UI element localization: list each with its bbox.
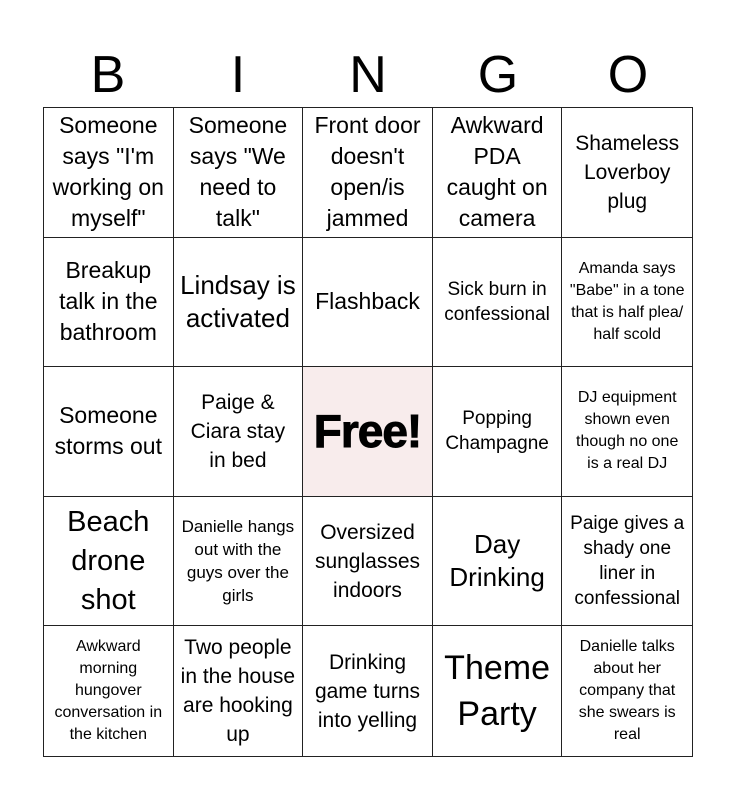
cell-text: Flashback <box>315 288 420 315</box>
bingo-cell[interactable] <box>174 367 304 497</box>
bingo-cell[interactable] <box>303 108 433 238</box>
cell-text: Shameless Loverboy plug <box>575 131 680 213</box>
bingo-cell[interactable] <box>433 238 563 368</box>
free-space-text: Free! <box>313 405 422 458</box>
bingo-cell[interactable] <box>303 626 433 756</box>
cell-text: Someone says "I'm working on myself" <box>52 112 164 232</box>
cell-text: Lindsay is activated <box>180 269 296 333</box>
bingo-cell[interactable] <box>433 108 563 238</box>
bingo-card-grid <box>43 107 693 757</box>
cell-text: Awkward PDA caught on camera <box>446 112 548 232</box>
cell-text: Awkward morning hungover conversation in the kitchen <box>54 638 163 744</box>
cell-text: Breakup talk in the bathroom <box>59 257 158 346</box>
bingo-cell[interactable] <box>44 367 174 497</box>
bingo-cell[interactable] <box>562 367 692 497</box>
header-letter-g: G <box>477 46 519 104</box>
free-space-cell[interactable] <box>303 367 433 497</box>
cell-text: Danielle hangs out with the guys over the girls <box>181 517 295 606</box>
bingo-cell[interactable] <box>174 238 304 368</box>
cell-text: Paige gives a shady one liner in confessional <box>570 513 685 610</box>
cell-text: Paige & Ciara stay in bed <box>190 390 286 472</box>
bingo-cell[interactable] <box>44 238 174 368</box>
bingo-cell[interactable] <box>562 108 692 238</box>
cell-text: Popping Champagne <box>445 408 549 455</box>
header-letter-i: I <box>230 46 246 104</box>
bingo-cell[interactable] <box>44 497 174 627</box>
cell-text: Front door doesn't open/is jammed <box>314 112 421 232</box>
header-letter-o: O <box>607 46 649 104</box>
bingo-cell[interactable] <box>433 367 563 497</box>
bingo-cell[interactable] <box>433 626 563 756</box>
bingo-cell[interactable] <box>303 497 433 627</box>
cell-text: Beach drone shot <box>67 505 150 616</box>
cell-text: Sick burn in confessional <box>444 278 550 325</box>
bingo-cell[interactable] <box>433 497 563 627</box>
cell-text: Someone storms out <box>54 402 162 460</box>
bingo-cell[interactable] <box>303 238 433 368</box>
cell-text: Oversized sunglasses indoors <box>314 520 421 602</box>
header-letter-n: N <box>349 46 387 104</box>
bingo-header <box>43 44 693 106</box>
bingo-cell[interactable] <box>562 238 692 368</box>
cell-text: Drinking game turns into yelling <box>314 650 421 732</box>
cell-text: Theme Party <box>444 649 550 734</box>
bingo-cell[interactable] <box>562 626 692 756</box>
bingo-cell[interactable] <box>174 497 304 627</box>
bingo-cell[interactable] <box>562 497 692 627</box>
bingo-cell[interactable] <box>44 108 174 238</box>
cell-text: Two people in the house are hooking up <box>180 636 296 747</box>
cell-text: Amanda says "Babe" in a tone that is half plea/ half scold <box>569 259 685 343</box>
bingo-cell[interactable] <box>44 626 174 756</box>
cell-text: Danielle talks about her company that she swears is real <box>578 638 676 744</box>
cell-text: DJ equipment shown even though no one is a real DJ <box>576 389 679 473</box>
cell-text: Day Drinking <box>449 529 545 593</box>
header-letter-b: B <box>90 46 126 104</box>
bingo-cell[interactable] <box>174 108 304 238</box>
cell-text: Someone says "We need to talk" <box>188 112 288 232</box>
bingo-cell[interactable] <box>174 626 304 756</box>
